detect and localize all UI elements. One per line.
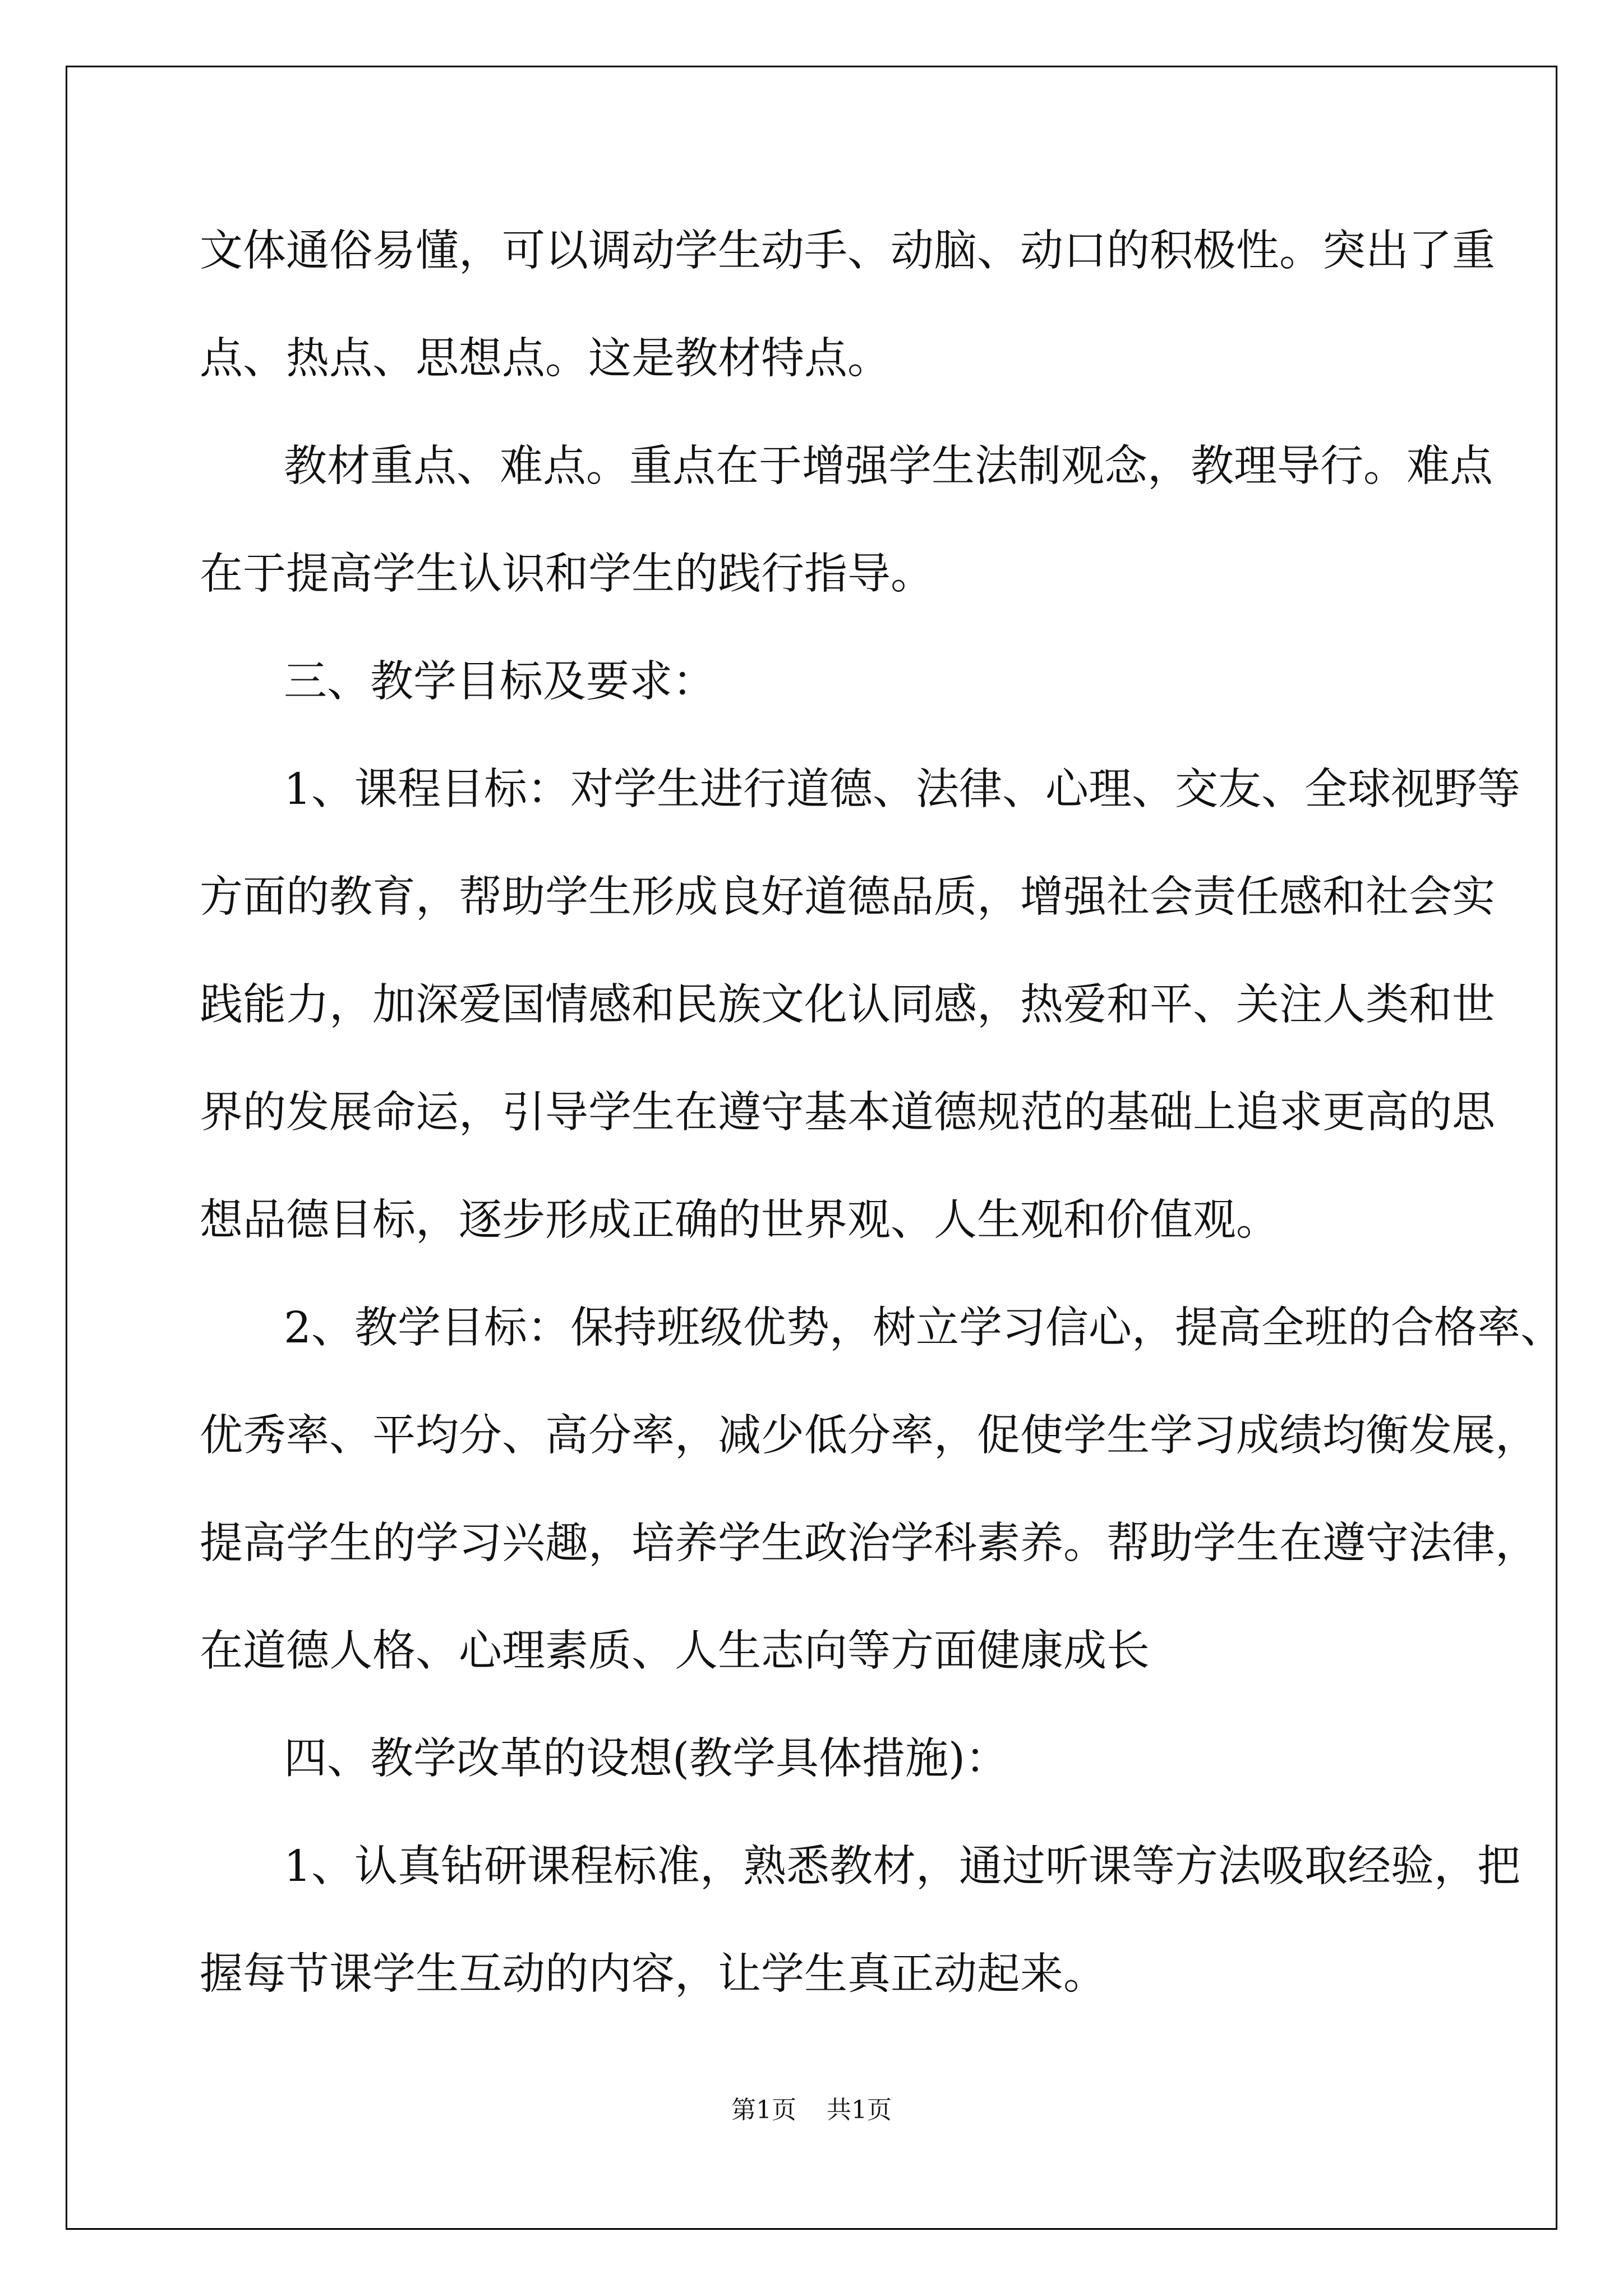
paragraph-start-line: 1、课程目标：对学生进行道德、法律、心理、交友、全球视野等 [284, 765, 1520, 815]
text-line: 界的发展命运，引导学生在遵守基本道德规范的基础上追求更高的思 [200, 1088, 1495, 1138]
text-line: 在道德人格、心理素质、人生志向等方面健康成长 [200, 1626, 1150, 1676]
page-footer [0, 2090, 1623, 2125]
text-line: 在于提高学生认识和学生的践行指导。 [200, 549, 934, 599]
page-total: 共1页 [827, 2096, 892, 2124]
text-line: 优秀率、平均分、高分率，减少低分率，促使学生学习成绩均衡发展， [200, 1411, 1538, 1461]
document-body [200, 222, 1564, 2053]
text-line: 文体通俗易懂，可以调动学生动手、动脑、动口的积极性。突出了重 [200, 226, 1495, 276]
paragraph-start-line: 1、认真钻研课程标准，熟悉教材，通过听课等方法吸取经验，把 [284, 1842, 1520, 1892]
page-number: 第1页 [731, 2096, 796, 2124]
section-heading: 三、教学目标及要求： [284, 657, 716, 707]
text-line: 践能力，加深爱国情感和民族文化认同感，热爱和平、关注人类和世 [200, 980, 1495, 1030]
paragraph-start-line: 2、教学目标：保持班级优势，树立学习信心，提高全班的合格率、 [284, 1303, 1564, 1353]
paragraph-start-line: 教材重点、难点。重点在于增强学生法制观念，教理导行。难点 [284, 441, 1493, 491]
section-heading: 四、教学改革的设想(教学具体措施)： [284, 1734, 1009, 1784]
text-line: 想品德目标，逐步形成正确的世界观、人生观和价值观。 [200, 1195, 1279, 1245]
text-line: 点、热点、思想点。这是教材特点。 [200, 334, 891, 384]
text-line: 提高学生的学习兴趣，培养学生政治学科素养。帮助学生在遵守法律， [200, 1519, 1538, 1568]
text-line: 方面的教育，帮助学生形成良好道德品质，增强社会责任感和社会实 [200, 872, 1495, 922]
text-line: 握每节课学生互动的内容，让学生真正动起来。 [200, 1949, 1106, 1999]
